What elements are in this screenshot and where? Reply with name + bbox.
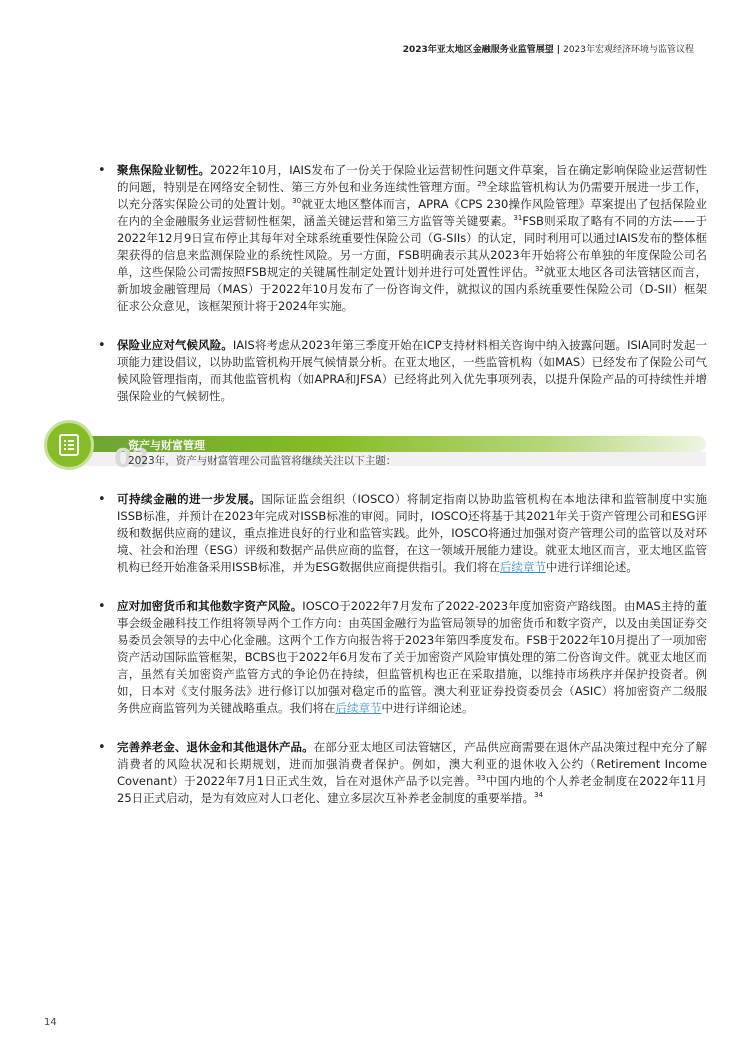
bullet-text: 就亚太地区各司法管辖区而言，新加坡金融管理局（MAS）于2022年10月发布了一份咨询文件，就拟议的国内系统重要性保险公司（D-SII）框架征求公众意见，该框架预计将于2024年实施。: [117, 265, 707, 313]
banner-subtitle: 2023年，资产与财富管理公司监管将继续关注以下主题：: [128, 455, 397, 467]
bullet-title: 聚焦保险业韧性。: [117, 163, 211, 177]
bullet-title: 完善养老金、退休金和其他退休产品。: [117, 740, 314, 754]
footnote-ref[interactable]: 32: [534, 265, 544, 274]
bullet-text: IAIS将考虑从2023年第三季度开始在ICP支持材料相关咨询中纳入披露问题。ISIA同时发起一项能力建设倡议，以协助监管机构开展气候情景分析。在亚太地区，一些监管机构（如MAS）已经发布了保险公司气候风险管理指南，而其他监管机构（如APRA和JFSA）已经将此列入优先事项列表，以提升保险产品的可持续性并增强保险业的气候韧性。: [117, 338, 707, 403]
bullet-retirement-products: [95, 739, 707, 807]
bullet-text: 在部分亚太地区司法管辖区，产品供应商需要在退休产品决策过程中充分了解消费者的风险状况和长期规划，进而加强消费者保护。例如，澳大利亚的退休收入公约（Retirement Income Covenant）于2022年7月1日正式生效，旨在对退休产品予以完善。: [117, 740, 708, 788]
bullet-text: FSB则采取了略有不同的方法——于2022年12月9日宣布停止其每年对全球系统重要性保险公司（G-SIIs）的认定，同时利用可以通过IAIS发布的整体框架获得的信息来监测保险业的系统性风险。另一方面，FSB明确表示其从2023年开始将公布单独的年度保险公司名单，这些保险公司需按照FSB规定的关键属性制定处置计划并进行可处置性评估。: [117, 214, 707, 279]
bullet-text: 中进行详细论述。: [545, 560, 638, 574]
page-number: 14: [44, 1017, 57, 1028]
bullet-text: 中进行详细论述。: [381, 701, 474, 715]
bullet-title: 保险业应对气候风险。: [117, 338, 233, 352]
bullet-text: 就亚太地区整体而言，APRA《CPS 230操作风险管理》草案提出了包括保险业在内的全金融服务业运营韧性框架，涵盖关键运营和第三方监管等关键要素。: [117, 197, 708, 228]
bullet-text: IOSCO于2022年7月发布了2022-2023年度加密资产路线图。由MAS主持的董事会级金融科技工作组将领导两个工作方向：由英国金融行为监管局领导的加密货币和数字资产，以及由美国证券交易委员会领导的去中心化金融。这两个工作方向报告将于2023年第四季度发布。FSB于2022年10月提出了一项加密资产活动国际监管框架，BCBS也于2022年6月发布了关于加密资产风险审慎处理的第二份咨询文件。就亚太地区而言，虽然有关加密资产监管方式的争论仍在持续，但监管机构也正在采取措施，以维持市场秩序并保护投资者。例如，日本对《支付服务法》进行修订以加强对稳定币的监管。澳大利亚证券投资委员会（ASIC）将加密资产二级服务供应商监管列为关键战略重点。我们将在: [117, 599, 707, 715]
footnote-ref[interactable]: 34: [534, 791, 544, 800]
bullet-text: 2022年10月，IAIS发布了一份关于保险业运营韧性问题文件草案，旨在确定影响保险业运营韧性的问题，特别是在网络安全韧性、第三方外包和业务连续性管理方面。: [117, 163, 707, 194]
list-document-icon: [44, 420, 94, 470]
bullet-text: 中国内地的个人养老金制度在2022年11月25日正式启动，是为有效应对人口老化、建立多层次互补养老金制度的重要举措。: [117, 774, 707, 805]
insurance-section: [95, 162, 707, 427]
bullet-title: 可持续金融的进一步发展。: [117, 492, 262, 506]
later-chapter-link[interactable]: 后续章节: [499, 560, 546, 574]
bullet-insurance-climate: [95, 337, 707, 405]
bullet-crypto-risk: [95, 598, 707, 717]
footnote-ref[interactable]: 33: [476, 774, 486, 783]
footnote-ref[interactable]: 31: [513, 214, 523, 223]
header-separator: |: [556, 45, 561, 55]
bullet-sustainable-finance: [95, 491, 707, 576]
banner-title: 资产与财富管理: [128, 439, 205, 452]
bullet-text: 全球监管机构认为仍需要开展进一步工作，以充分落实保险公司的处置计划。: [117, 180, 707, 211]
section-banner-asset-wealth: [44, 420, 706, 472]
later-chapter-link[interactable]: 后续章节: [335, 701, 382, 715]
report-title: 2023年亚太地区金融服务业监管展望: [402, 45, 554, 55]
footnote-ref[interactable]: 30: [292, 197, 302, 206]
bullet-insurance-resilience: [95, 162, 707, 315]
chapter-title: 2023年宏观经济环境与监管议程: [563, 45, 694, 55]
running-header: [403, 42, 694, 55]
asset-section: [95, 491, 707, 829]
footnote-ref[interactable]: 29: [477, 180, 487, 189]
bullet-title: 应对加密货币和其他数字资产风险。: [117, 599, 303, 613]
bullet-text: 国际证监会组织（IOSCO）将制定指南以协助监管机构在本地法律和监管制度中实施ISSB标准，并预计在2023年完成对ISSB标准的审阅。同时，IOSCO还将基于其2021年关于资产管理公司和ESG评级和数据供应商的建议，重点推进良好的行业和监管实践。此外，IOSCO将通过加强对资产管理公司的监管以及对环境、社会和治理（ESG）评级和数据产品供应商的监督，在这一领域开展能力建设。就亚太地区而言，亚太地区监管机构已经开始准备采用ISSB标准，并为ESG数据供应商提供指引。我们将在: [117, 492, 707, 574]
section-number-watermark: 03: [114, 444, 149, 474]
